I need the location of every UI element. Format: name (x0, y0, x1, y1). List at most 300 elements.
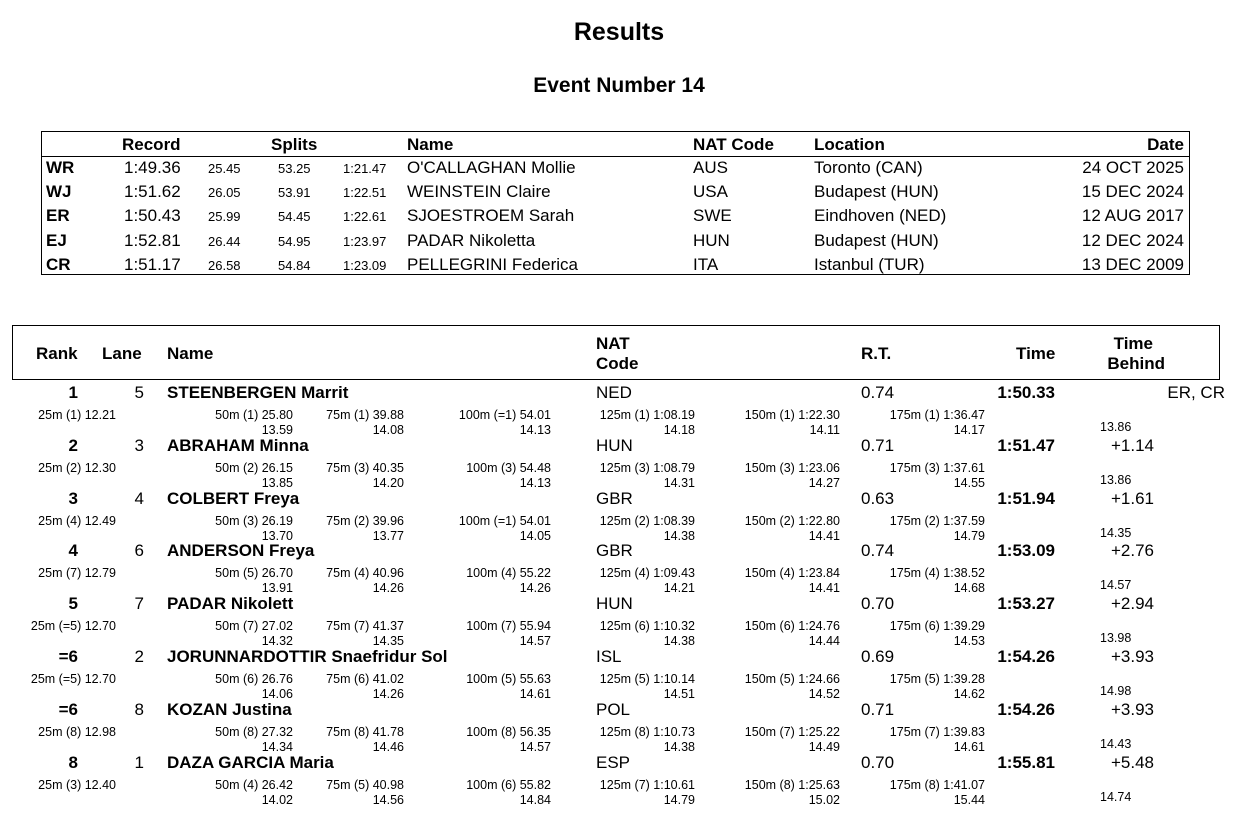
split-difference: 14.13 (519, 423, 551, 437)
record-type: WR (46, 158, 75, 177)
split-time: 25m (1) 12.21 (38, 408, 116, 422)
record-split-3: 1:22.51 (343, 185, 387, 201)
record-holder-name: WEINSTEIN Claire (407, 182, 551, 202)
result-row (0, 752, 1238, 805)
split-cell (215, 461, 293, 491)
result-time-behind: +1.61 (1110, 488, 1154, 508)
split-cell (326, 619, 404, 649)
results-header-rt: R.T. (861, 344, 892, 363)
split-difference: 14.62 (953, 687, 985, 701)
split-difference: 14.38 (663, 634, 695, 649)
result-reaction-time: 0.69 (861, 647, 895, 666)
split-time: 25m (=5) 12.70 (30, 672, 116, 686)
results-header (12, 325, 1220, 380)
result-nat: HUN (596, 435, 633, 455)
split-cell (600, 566, 695, 596)
split-difference: 14.08 (372, 423, 404, 437)
split-time: 100m (8) 56.35 (466, 724, 551, 739)
result-lane: 5 (134, 383, 144, 402)
split-time: 100m (4) 55.22 (466, 566, 551, 581)
result-lane: 4 (134, 488, 144, 508)
record-time: 1:50.43 (124, 206, 181, 226)
result-reaction-time: 0.74 (861, 383, 895, 402)
record-row (42, 204, 1189, 228)
split-time: 100m (5) 55.63 (466, 672, 551, 686)
result-name: JORUNNARDOTTIR Snaefridur Sol (167, 647, 448, 666)
split-difference: 14.44 (808, 634, 840, 649)
split-difference: 13.77 (372, 528, 404, 543)
record-location: Budapest (HUN) (814, 230, 939, 250)
records-header-record: Record (122, 135, 181, 154)
split-difference: 14.49 (808, 739, 840, 754)
split-difference: 14.13 (519, 475, 551, 490)
split-difference: 14.26 (372, 581, 404, 596)
split-cell (890, 514, 985, 544)
result-time: 1:51.94 (997, 488, 1055, 508)
result-row (0, 646, 1238, 699)
split-difference: 14.31 (663, 475, 695, 490)
record-row (42, 229, 1189, 253)
result-row (0, 435, 1238, 488)
split-time: 150m (3) 1:23.06 (744, 460, 840, 475)
result-last-split: 14.57 (1100, 578, 1132, 593)
split-cell (466, 725, 551, 755)
split-cell (215, 514, 293, 544)
split-cell (890, 566, 985, 596)
record-date: 12 DEC 2024 (1081, 230, 1184, 250)
split-difference: 14.20 (372, 475, 404, 490)
result-time-behind: +2.94 (1110, 594, 1154, 614)
split-cell (326, 514, 404, 544)
split-time: 175m (4) 1:38.52 (889, 566, 985, 581)
split-cell (326, 672, 404, 702)
split-difference: 14.56 (372, 792, 404, 807)
split-cell (215, 408, 293, 438)
result-nat: POL (596, 699, 631, 719)
split-difference: 14.35 (372, 634, 404, 649)
split-time: 150m (5) 1:24.66 (744, 672, 840, 686)
record-row (42, 156, 1189, 180)
record-nat: SWE (693, 206, 732, 226)
split-cell (745, 619, 840, 649)
record-location: Istanbul (TUR) (814, 254, 925, 274)
split-difference: 14.21 (663, 581, 695, 596)
record-type: EJ (46, 230, 67, 250)
result-reaction-time: 0.71 (861, 435, 895, 455)
split-cell (466, 619, 551, 649)
result-reaction-time: 0.70 (861, 594, 895, 614)
split-cell (326, 566, 404, 596)
split-cell (745, 566, 840, 596)
record-time: 1:49.36 (124, 158, 181, 177)
split-cell (745, 778, 840, 808)
split-difference: 14.05 (519, 528, 551, 543)
split-cell (466, 461, 551, 491)
split-difference: 15.44 (953, 792, 985, 807)
result-row (0, 540, 1238, 596)
result-time: 1:55.81 (997, 752, 1055, 772)
record-date: 13 DEC 2009 (1081, 254, 1184, 274)
split-difference: 14.38 (663, 528, 695, 543)
split-difference: 14.41 (808, 581, 840, 596)
split-difference: 14.84 (519, 792, 551, 807)
split-cell (890, 619, 985, 649)
split-time: 125m (7) 1:10.61 (599, 777, 695, 792)
result-lane: 8 (134, 699, 144, 719)
split-cell (215, 566, 293, 596)
split-time: 175m (2) 1:37.59 (889, 513, 985, 528)
result-rank: =6 (58, 699, 78, 719)
records-header-nat: NAT Code (693, 135, 774, 154)
split-time: 125m (1) 1:08.19 (599, 408, 695, 422)
split-cell (38, 408, 116, 423)
record-nat: AUS (693, 158, 728, 177)
records-header-name: Name (407, 135, 454, 154)
record-location: Budapest (HUN) (814, 182, 939, 202)
records-header-date: Date (1147, 135, 1184, 154)
split-difference: 14.57 (519, 634, 551, 649)
split-cell (890, 778, 985, 808)
split-difference: 14.52 (808, 687, 840, 701)
results-header-lane: Lane (102, 344, 142, 363)
record-nat: ITA (693, 254, 719, 274)
split-difference: 13.70 (261, 528, 293, 543)
result-name: ANDERSON Freya (167, 541, 315, 561)
results-header-code: Code (596, 354, 639, 373)
split-cell (466, 672, 551, 702)
split-difference: 14.11 (809, 423, 840, 437)
result-nat: GBR (596, 488, 633, 508)
split-difference: 14.26 (372, 687, 404, 701)
record-date: 15 DEC 2024 (1081, 182, 1184, 202)
split-time: 25m (4) 12.49 (38, 513, 116, 528)
result-lane: 6 (134, 541, 144, 561)
result-last-split: 14.43 (1100, 736, 1132, 751)
split-time: 125m (2) 1:08.39 (599, 513, 695, 528)
result-time: 1:54.26 (997, 699, 1055, 719)
split-cell (745, 461, 840, 491)
result-name: COLBERT Freya (167, 488, 300, 508)
split-cell (459, 514, 551, 544)
result-name: KOZAN Justina (167, 699, 292, 719)
split-cell (38, 514, 116, 529)
split-time: 75m (4) 40.96 (326, 566, 404, 581)
record-nat: HUN (693, 230, 730, 250)
split-time: 150m (4) 1:23.84 (744, 566, 840, 581)
split-cell (326, 778, 404, 808)
result-row (0, 593, 1238, 649)
result-nat: GBR (596, 541, 633, 561)
split-cell (31, 619, 116, 634)
split-time: 175m (3) 1:37.61 (889, 460, 985, 475)
split-difference: 14.79 (663, 792, 695, 807)
record-split-3: 1:23.97 (343, 233, 387, 249)
split-cell (459, 408, 551, 438)
split-cell (600, 461, 695, 491)
split-time: 150m (6) 1:24.76 (744, 619, 840, 634)
records-header (42, 132, 1189, 157)
split-cell (600, 619, 695, 649)
split-time: 50m (8) 27.32 (215, 724, 293, 739)
split-time: 150m (8) 1:25.63 (744, 777, 840, 792)
split-time: 75m (7) 41.37 (326, 619, 404, 634)
record-split-1: 26.05 (208, 185, 241, 201)
split-difference: 14.34 (261, 739, 293, 754)
result-row (0, 699, 1238, 752)
split-cell (215, 725, 293, 755)
split-time: 75m (8) 41.78 (326, 724, 404, 739)
split-time: 25m (2) 12.30 (38, 460, 116, 475)
split-time: 75m (1) 39.88 (326, 408, 404, 422)
split-difference: 13.91 (261, 581, 293, 596)
result-row (0, 382, 1238, 435)
result-nat: HUN (596, 594, 633, 614)
split-time: 50m (3) 26.19 (215, 513, 293, 528)
split-time: 50m (5) 26.70 (215, 566, 293, 581)
result-name: STEENBERGEN Marrit (167, 383, 349, 402)
result-lane: 7 (134, 594, 144, 614)
split-time: 25m (3) 12.40 (38, 777, 116, 792)
split-cell (600, 514, 695, 544)
split-difference: 14.02 (261, 792, 293, 807)
split-time: 75m (5) 40.98 (326, 777, 404, 792)
split-cell (745, 672, 840, 702)
split-difference: 14.53 (953, 634, 985, 649)
result-lane: 3 (134, 435, 144, 455)
result-time-behind: +1.14 (1110, 435, 1154, 455)
split-time: 125m (6) 1:10.32 (599, 619, 695, 634)
results-header-name: Name (167, 344, 214, 363)
split-difference: 13.59 (261, 423, 293, 437)
result-last-split: 14.35 (1100, 525, 1132, 540)
split-cell (215, 778, 293, 808)
split-difference: 14.38 (663, 739, 695, 754)
split-time: 25m (7) 12.79 (38, 566, 116, 581)
record-date: 12 AUG 2017 (1081, 206, 1184, 226)
result-rank: 2 (68, 435, 78, 455)
record-holder-name: O'CALLAGHAN Mollie (407, 158, 576, 177)
split-difference: 14.26 (519, 581, 551, 596)
result-name: DAZA GARCIA Maria (167, 752, 334, 772)
record-split-1: 25.99 (208, 209, 241, 225)
record-split-2: 53.91 (278, 185, 311, 201)
result-nat: ESP (596, 752, 631, 772)
record-nat: USA (693, 182, 728, 202)
split-cell (890, 408, 985, 438)
split-time: 175m (5) 1:39.28 (889, 672, 985, 686)
split-cell (600, 725, 695, 755)
result-row (0, 488, 1238, 541)
result-nat: NED (596, 383, 632, 402)
split-time: 100m (7) 55.94 (466, 619, 551, 634)
split-time: 50m (4) 26.42 (215, 777, 293, 792)
split-time: 125m (8) 1:10.73 (599, 724, 695, 739)
split-cell (215, 672, 293, 702)
result-rank: 8 (68, 752, 78, 772)
results-header-time: Time (1016, 344, 1056, 363)
record-split-2: 54.45 (278, 209, 311, 225)
result-lane: 2 (134, 647, 144, 666)
record-holder-name: PELLEGRINI Federica (407, 254, 579, 274)
records-table (41, 131, 1190, 275)
split-time: 100m (3) 54.48 (466, 460, 551, 475)
split-difference: 14.79 (953, 528, 985, 543)
result-last-split: 13.86 (1100, 420, 1132, 434)
record-date: 24 OCT 2025 (1082, 158, 1184, 177)
record-row (42, 180, 1189, 204)
split-difference: 14.51 (663, 687, 695, 701)
split-cell (745, 408, 840, 438)
result-time: 1:50.33 (997, 383, 1055, 402)
split-time: 175m (6) 1:39.29 (889, 619, 985, 634)
result-name: PADAR Nikolett (167, 594, 294, 614)
result-time: 1:53.09 (997, 541, 1055, 561)
split-cell (31, 672, 116, 687)
record-location: Eindhoven (NED) (814, 206, 947, 226)
split-cell (38, 461, 116, 476)
record-time: 1:51.17 (124, 254, 181, 274)
split-cell (466, 778, 551, 808)
split-cell (215, 619, 293, 649)
record-location: Toronto (CAN) (814, 158, 923, 177)
split-cell (600, 778, 695, 808)
split-time: 75m (6) 41.02 (326, 672, 404, 686)
results-header-rank: Rank (36, 344, 78, 363)
records-header-location: Location (814, 135, 885, 154)
split-time: 150m (2) 1:22.80 (744, 513, 840, 528)
split-time: 100m (=1) 54.01 (458, 513, 551, 528)
result-last-split: 14.98 (1100, 684, 1132, 698)
result-reaction-time: 0.63 (861, 488, 895, 508)
record-split-2: 54.95 (278, 233, 311, 249)
result-time-behind: +3.93 (1110, 647, 1154, 666)
split-cell (745, 514, 840, 544)
results-header-nat: NAT (596, 334, 630, 353)
record-split-3: 1:23.09 (343, 257, 387, 273)
split-cell (326, 725, 404, 755)
split-difference: 15.02 (808, 792, 840, 807)
split-difference: 14.06 (261, 687, 293, 701)
split-cell (38, 725, 116, 740)
record-holder-name: SJOESTROEM Sarah (407, 206, 575, 226)
split-difference: 13.85 (261, 475, 293, 490)
result-time: 1:54.26 (997, 647, 1055, 666)
split-time: 100m (=1) 54.01 (458, 408, 551, 422)
split-difference: 14.41 (808, 528, 840, 543)
split-difference: 14.55 (953, 475, 985, 490)
split-cell (890, 725, 985, 755)
record-split-1: 26.44 (208, 233, 241, 249)
split-time: 125m (5) 1:10.14 (599, 672, 695, 686)
record-split-3: 1:21.47 (343, 161, 387, 176)
split-cell (600, 672, 695, 702)
record-time: 1:52.81 (124, 230, 181, 250)
split-cell (745, 725, 840, 755)
result-rank: 3 (68, 488, 78, 508)
split-time: 100m (6) 55.82 (466, 777, 551, 792)
page-title: Results (573, 18, 665, 46)
split-difference: 14.61 (953, 739, 985, 754)
results-header-time-behind-2: Behind (1107, 354, 1165, 373)
split-time: 50m (2) 26.15 (215, 460, 293, 475)
result-rank: 1 (68, 383, 78, 402)
result-time-behind: +5.48 (1110, 752, 1154, 772)
split-cell (38, 566, 116, 581)
event-subtitle: Event Number 14 (533, 74, 705, 97)
split-time: 75m (3) 40.35 (326, 460, 404, 475)
split-cell (890, 672, 985, 702)
split-difference: 14.57 (519, 739, 551, 754)
split-difference: 14.46 (372, 739, 404, 754)
record-split-3: 1:22.61 (343, 209, 387, 225)
record-split-2: 54.84 (278, 257, 311, 273)
split-cell (38, 778, 116, 793)
record-type: WJ (46, 182, 72, 202)
result-reaction-time: 0.74 (861, 541, 895, 561)
split-time: 175m (7) 1:39.83 (889, 724, 985, 739)
record-split-1: 25.45 (208, 161, 241, 176)
split-cell (466, 566, 551, 596)
split-time: 50m (1) 25.80 (215, 408, 293, 422)
split-time: 50m (6) 26.76 (215, 672, 293, 686)
record-row (42, 253, 1189, 277)
split-difference: 14.68 (953, 581, 985, 596)
records-header-splits: Splits (271, 135, 318, 154)
split-time: 25m (8) 12.98 (38, 724, 116, 739)
result-name: ABRAHAM Minna (167, 435, 309, 455)
split-difference: 14.17 (953, 423, 985, 437)
result-lane: 1 (134, 752, 144, 772)
split-cell (890, 461, 985, 491)
split-time: 150m (1) 1:22.30 (744, 408, 840, 422)
split-difference: 14.18 (663, 423, 695, 437)
record-type: ER (46, 206, 70, 226)
split-cell (326, 408, 404, 438)
split-cell (326, 461, 404, 491)
result-time: 1:53.27 (997, 594, 1055, 614)
split-time: 175m (8) 1:41.07 (889, 777, 985, 792)
record-holder-name: PADAR Nikoletta (407, 230, 536, 250)
split-difference: 14.27 (808, 475, 840, 490)
split-time: 125m (3) 1:08.79 (599, 460, 695, 475)
results-header-time-behind-1: Time (1113, 334, 1153, 353)
record-time: 1:51.62 (124, 182, 181, 202)
record-type: CR (46, 254, 71, 274)
result-reaction-time: 0.71 (861, 699, 895, 719)
split-time: 50m (7) 27.02 (215, 619, 293, 634)
result-reaction-time: 0.70 (861, 752, 895, 772)
result-rank: 4 (68, 541, 78, 561)
record-split-2: 53.25 (278, 161, 311, 176)
split-time: 25m (=5) 12.70 (30, 619, 116, 634)
result-record-badge: ER, CR (1167, 383, 1225, 402)
result-last-split: 13.98 (1100, 631, 1132, 646)
result-time-behind: +3.93 (1110, 699, 1154, 719)
result-last-split: 13.86 (1100, 472, 1132, 487)
split-difference: 14.61 (519, 687, 551, 701)
split-cell (600, 408, 695, 438)
result-last-split: 14.74 (1100, 789, 1132, 804)
record-split-1: 26.58 (208, 257, 241, 273)
result-rank: =6 (58, 647, 78, 666)
split-time: 125m (4) 1:09.43 (599, 566, 695, 581)
split-difference: 14.32 (261, 634, 293, 649)
split-time: 150m (7) 1:25.22 (744, 724, 840, 739)
split-time: 75m (2) 39.96 (326, 513, 404, 528)
result-time: 1:51.47 (997, 435, 1055, 455)
split-time: 175m (1) 1:36.47 (889, 408, 985, 422)
result-nat: ISL (596, 647, 622, 666)
